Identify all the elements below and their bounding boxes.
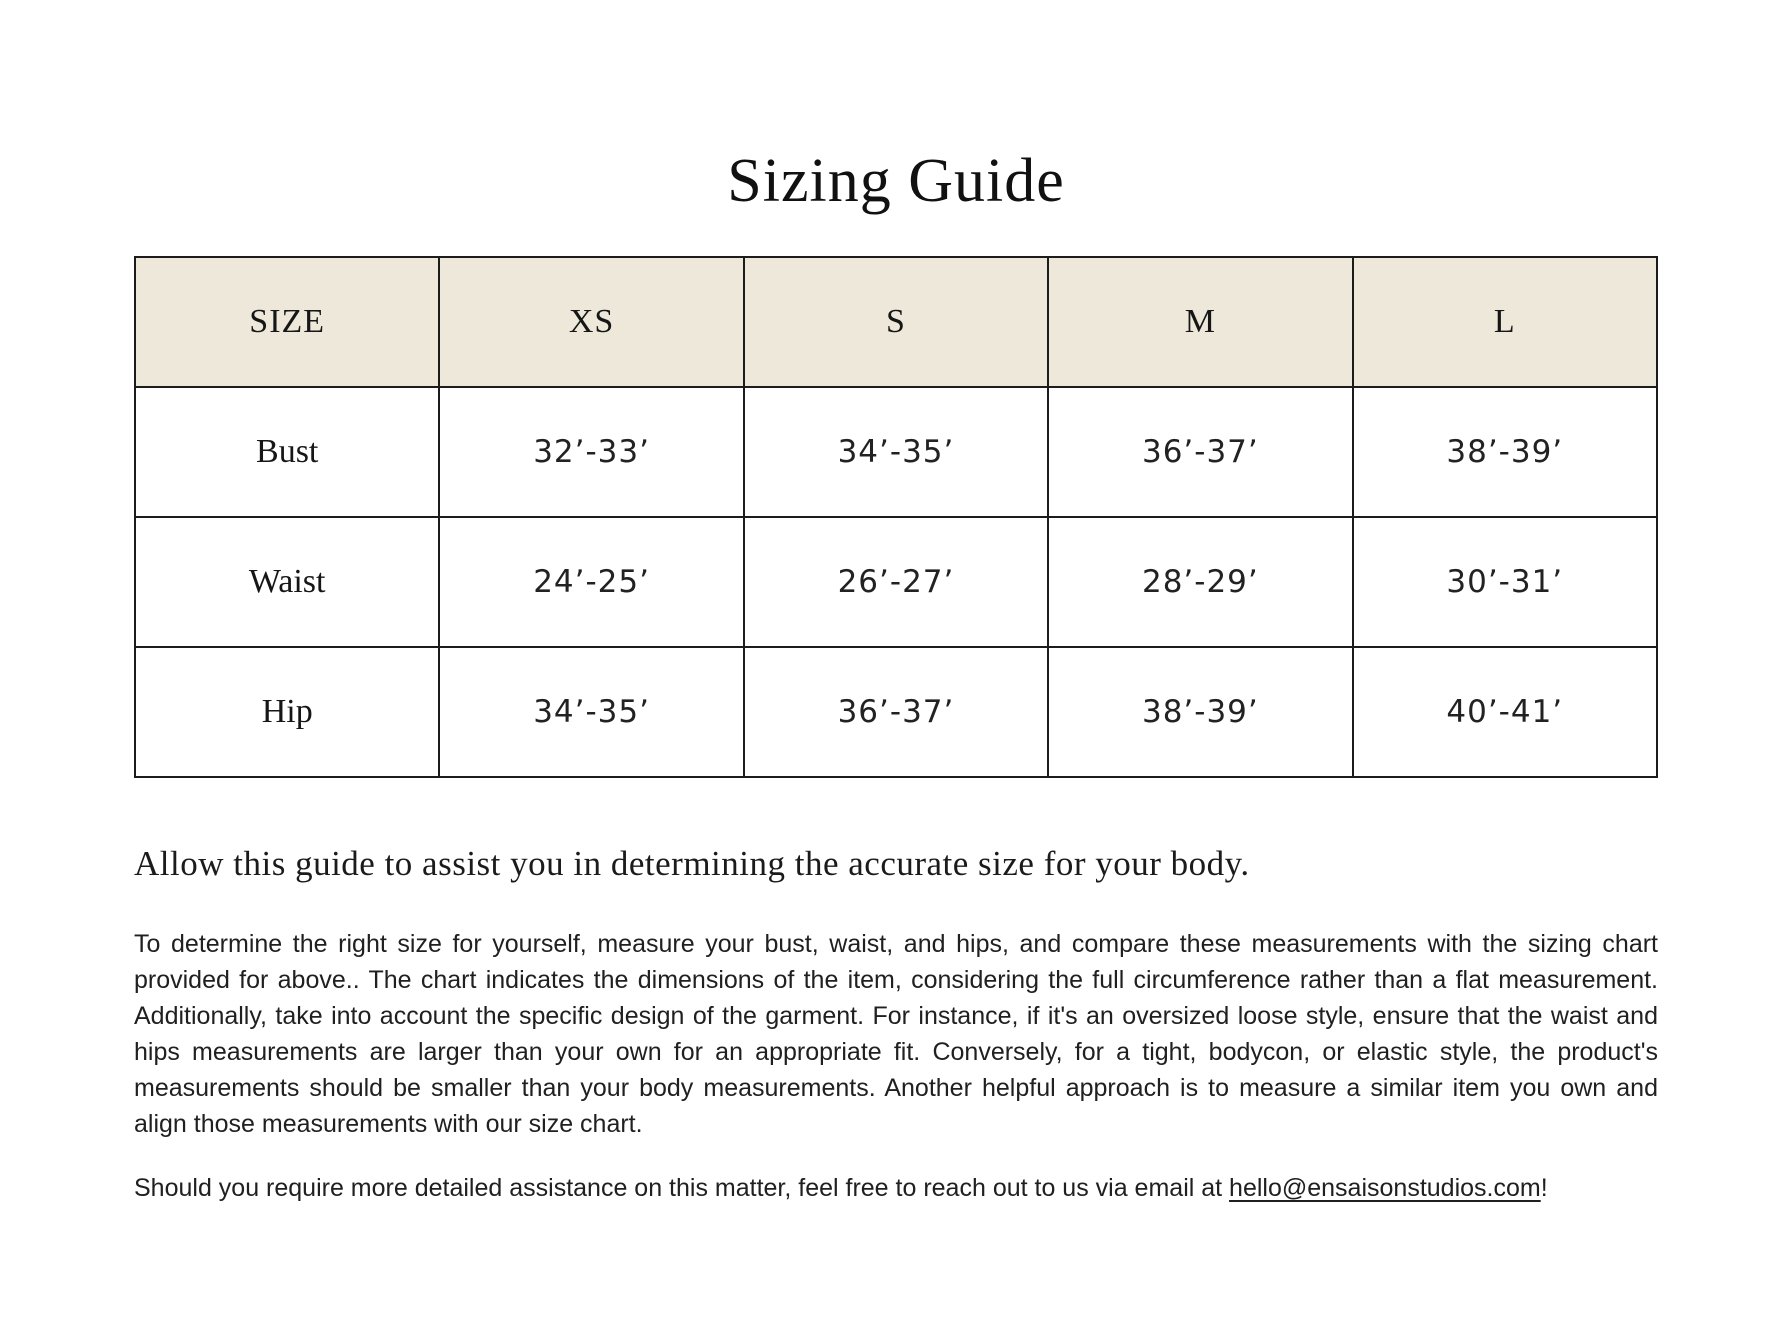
- hip-xs-value: 34’-35’: [439, 647, 743, 777]
- sizing-guide-page: [0, 147, 1792, 1344]
- hip-s-value: 36’-37’: [744, 647, 1048, 777]
- bust-s-value: 34’-35’: [744, 387, 1048, 517]
- sizing-table: [134, 256, 1658, 778]
- hip-m-value: 38’-39’: [1048, 647, 1352, 777]
- header-cell-xs: XS: [439, 257, 743, 387]
- contact-text-suffix: !: [1540, 1174, 1548, 1202]
- header-cell-l: L: [1353, 257, 1657, 387]
- header-row: [135, 257, 1657, 387]
- page-title: Sizing Guide: [727, 147, 1065, 215]
- sizing-instructions-paragraph: To determine the right size for yourself, measure your bust, waist, and hips, and compare these measurements with the sizing chart provided for above.. The chart indicates the dimensions of the item, considering the full circumference rather than a flat measurement. Additionally, take into account the specific design of the garment. For instance, if it's an oversized loose style, ensure that the waist and hips measurements are larger than your own for an appropriate fit. Conversely, for a tight, bodycon, or elastic style, the product's measurements should be smaller than your body measurements. Another helpful approach is to measure a similar item you own and align those measurements with our size chart.: [134, 930, 1658, 1138]
- table-row-hip: [135, 647, 1657, 777]
- waist-m-value: 28’-29’: [1048, 517, 1352, 647]
- waist-s-value: 26’-27’: [744, 517, 1048, 647]
- contact-text-prefix: Should you require more detailed assistance on this matter, feel free to reach out to us via email at: [134, 1174, 1230, 1202]
- row-label-hip: Hip: [135, 647, 439, 777]
- waist-l-value: 30’-31’: [1353, 517, 1657, 647]
- waist-xs-value: 24’-25’: [439, 517, 743, 647]
- header-cell-s: S: [744, 257, 1048, 387]
- contact-email-link[interactable]: hello@ensaisonstudios.com: [1229, 1174, 1541, 1202]
- row-label-waist: Waist: [135, 517, 439, 647]
- contact-line: [134, 1170, 1658, 1206]
- table-row-waist: [135, 517, 1657, 647]
- sizing-table-header: [135, 257, 1657, 387]
- bust-l-value: 38’-39’: [1353, 387, 1657, 517]
- table-row-bust: [135, 387, 1657, 517]
- bust-xs-value: 32’-33’: [439, 387, 743, 517]
- row-label-bust: Bust: [135, 387, 439, 517]
- hip-l-value: 40’-41’: [1353, 647, 1657, 777]
- intro-heading: Allow this guide to assist you in determining the accurate size for your body.: [134, 844, 1250, 883]
- header-cell-m: M: [1048, 257, 1352, 387]
- header-cell-size: SIZE: [135, 257, 439, 387]
- bust-m-value: 36’-37’: [1048, 387, 1352, 517]
